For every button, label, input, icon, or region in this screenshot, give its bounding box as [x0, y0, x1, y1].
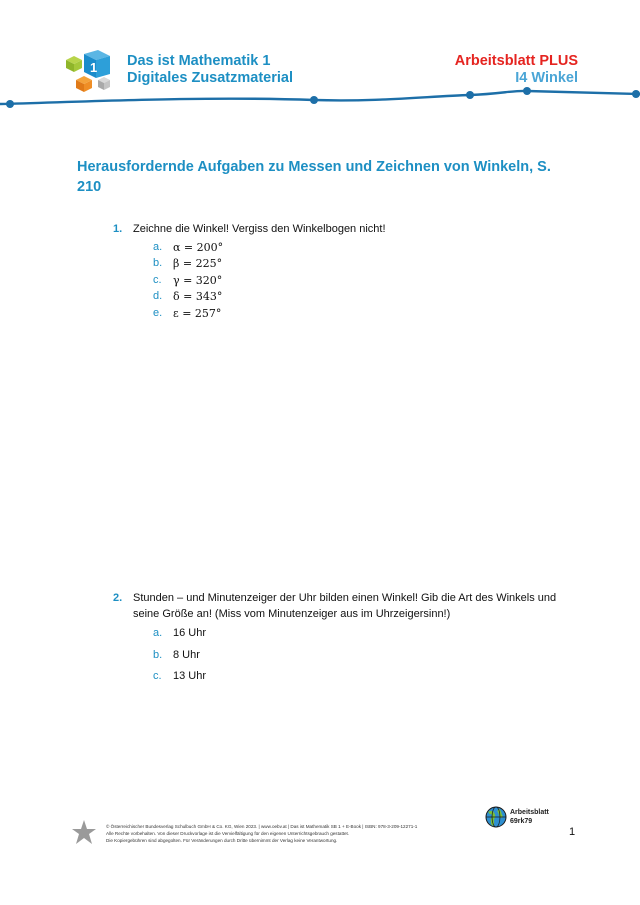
- header-divider-line: [0, 84, 640, 112]
- task-text: Zeichne die Winkel! Vergiss den Winkelbogen nicht!: [133, 223, 386, 235]
- copyright-line: Die Kopiergebühren sind abgegolten. Für Veränderungen durch Dritte übernimmt der Verlag keine Verantwortung.: [106, 838, 338, 843]
- sheet-subtitle: I4 Winkel: [515, 70, 578, 86]
- list-item: [113, 626, 583, 642]
- logo-digit: 1: [90, 60, 98, 75]
- item-letter: b.: [153, 257, 163, 269]
- worksheet-badge-label: Arbeitsblatt: [510, 809, 549, 816]
- worksheet-code[interactable]: 69rk79: [510, 818, 533, 825]
- item-letter: a.: [153, 240, 163, 253]
- item-value: α = 200°: [173, 240, 224, 254]
- list-item: [113, 289, 583, 306]
- brand-title: Das ist Mathematik 1: [127, 53, 271, 69]
- item-letter: e.: [153, 306, 163, 319]
- task-text: Stunden – und Minutenzeiger der Uhr bilden einen Winkel! Gib die Art des Winkels und seine Größe an! (Miss vom Minutenzeiger aus im Uhrzeigersinn!): [133, 592, 557, 620]
- item-value: γ = 320°: [173, 273, 223, 287]
- list-item: [113, 648, 583, 664]
- sub-task-list: [113, 240, 583, 323]
- page-number: 1: [569, 826, 576, 838]
- brand-subtitle: Digitales Zusatzmaterial: [127, 70, 293, 86]
- list-item: [113, 669, 583, 685]
- task-1: [113, 222, 583, 322]
- item-letter: c.: [153, 670, 162, 682]
- task-2: [113, 591, 583, 691]
- publisher-logo: [72, 820, 96, 844]
- item-value: β = 225°: [173, 257, 223, 270]
- item-letter: b.: [153, 648, 163, 661]
- item-value: 8 Uhr: [173, 648, 200, 661]
- item-letter: a.: [153, 627, 163, 639]
- sub-task-list: [113, 626, 583, 685]
- item-letter: d.: [153, 290, 163, 302]
- list-item: [113, 306, 583, 323]
- list-item: [113, 256, 583, 273]
- item-value: 13 Uhr: [173, 670, 207, 682]
- item-letter: c.: [153, 273, 162, 286]
- copyright-notice: [106, 823, 496, 844]
- list-item: [113, 240, 583, 257]
- page-heading: Herausfordernde Aufgaben zu Messen und Zeichnen von Winkeln, S. 210: [77, 159, 551, 195]
- item-value: 16 Uhr: [173, 627, 207, 639]
- copyright-line: © Österreichischer Bundesverlag Schulbuch GmbH & Co. KG, Wien 2023. | www.oebv.at | Das ist Mathematik SB 1 + E-Book | ISBN: 978-3-209-12271-1: [106, 824, 418, 829]
- item-value: ε = 257°: [173, 306, 222, 320]
- copyright-line: Alle Rechte vorbehalten. Von dieser Druckvorlage ist die Vervielfältigung für den eigenen Unterrichtsgebrauch gestattet.: [106, 831, 350, 836]
- task-number: 1.: [113, 223, 123, 235]
- list-item: [113, 273, 583, 290]
- item-value: δ = 343°: [173, 290, 223, 303]
- globe-icon[interactable]: [485, 806, 507, 828]
- task-number: 2.: [113, 592, 123, 604]
- sheet-title: Arbeitsblatt PLUS: [454, 53, 578, 69]
